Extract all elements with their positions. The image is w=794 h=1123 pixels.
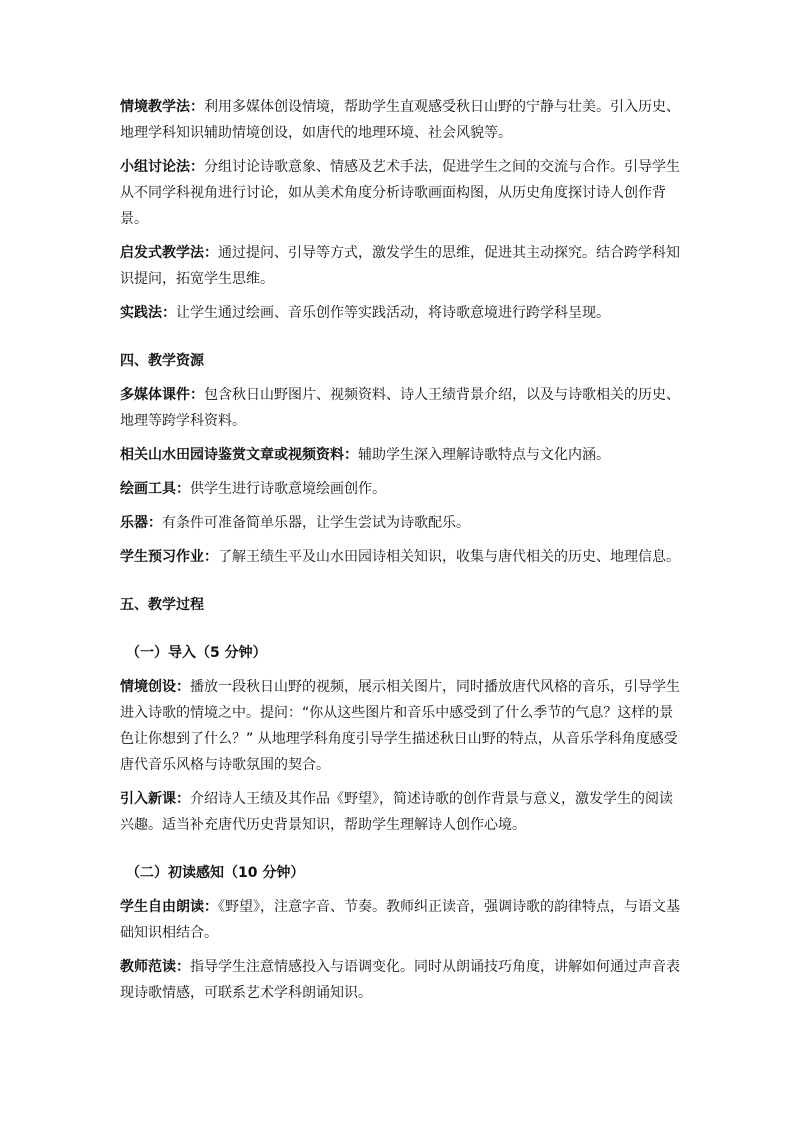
paragraph-text: 辅助学生深入理解诗歌特点与文化内涵。 [358,447,610,463]
paragraph-drawing-tools [120,476,680,502]
paragraph-lead: 学生预习作业： [120,549,218,565]
paragraph-practice-method [120,300,680,326]
document-body [120,94,680,1014]
paragraph-lead: 情境教学法： [120,99,204,115]
paragraph-free-reading [120,894,680,946]
section-heading-resources: 四、教学资源 [120,353,204,369]
paragraph-text: 通过提问、引导等方式，激发学生的思维，促进其主动探究。结合跨学科知识提问，拓宽学生思维。 [120,245,680,287]
paragraph-scenario-creation [120,674,680,778]
paragraph-lead: 相关山水田园诗鉴赏文章或视频资料： [120,447,358,463]
paragraph-text: 《野望》，注意字音、节奏。教师纠正读音，强调诗歌的韵律特点，与语文基础知识相结合。 [120,899,680,941]
paragraph-text: 分组讨论诗歌意象、情感及艺术手法，促进学生之间的交流与合作。引导学生从不同学科视角进行讨论，如从美术角度分析诗歌画面构图，从历史角度探讨诗人创作背景。 [120,159,680,227]
paragraph-group-discussion [120,154,680,232]
paragraph-instruments [120,510,680,536]
paragraph-lead: 绘画工具： [120,481,190,497]
paragraph-lead: 引入新课： [120,791,190,807]
paragraph-multimedia-courseware [120,382,680,434]
paragraph-lead: 小组讨论法： [120,159,204,175]
paragraph-heuristic-teaching [120,240,680,292]
paragraph-lead: 乐器： [120,515,162,531]
paragraph-situational-teaching [120,94,680,146]
paragraph-lead: 学生自由朗读： [120,899,218,915]
paragraph-related-materials [120,442,680,468]
paragraph-text: 了解王绩生平及山水田园诗相关知识，收集与唐代相关的历史、地理信息。 [218,549,680,565]
paragraph-lead: 多媒体课件： [120,387,204,403]
paragraph-preview-homework [120,544,680,570]
paragraph-lead: 教师范读： [120,959,190,975]
paragraph-text: 有条件可准备简单乐器，让学生尝试为诗歌配乐。 [162,515,470,531]
paragraph-text: 介绍诗人王绩及其作品《野望》，简述诗歌的创作背景与意义，激发学生的阅读兴趣。适当补充唐代历史背景知识，帮助学生理解诗人创作心境。 [120,791,673,833]
paragraph-text: 供学生进行诗歌意境绘画创作。 [190,481,386,497]
subsection-heading-intro: （一）导入（5 分钟） [126,645,267,661]
paragraph-text: 利用多媒体创设情境，帮助学生直观感受秋日山野的宁静与壮美。引入历史、地理学科知识辅助情境创设，如唐代的地理环境、社会风貌等。 [120,99,680,141]
paragraph-teacher-reading [120,954,680,1006]
subsection-heading-first-reading: （二）初读感知（10 分钟） [126,865,305,881]
paragraph-text: 让学生通过绘画、音乐创作等实践活动，将诗歌意境进行跨学科呈现。 [176,305,610,321]
paragraph-text: 播放一段秋日山野的视频，展示相关图片，同时播放唐代风格的音乐，引导学生进入诗歌的情境之中。提问：“你从这些图片和音乐中感受到了什么季节的气息？这样的景色让你想到了什么？” 从地理学科角度引导学生描述秋日山野的特点，从音乐学科角度感受唐代音乐风格与诗歌氛围的契合。 [120,679,680,773]
paragraph-text: 指导学生注意情感投入与语调变化。同时从朗诵技巧角度，讲解如何通过声音表现诗歌情感，可联系艺术学科朗诵知识。 [120,959,680,1001]
section-heading-process: 五、教学过程 [120,597,204,613]
paragraph-lead: 情境创设： [120,679,190,695]
paragraph-lead: 启发式教学法： [120,245,218,261]
paragraph-new-lesson [120,786,680,838]
paragraph-text: 包含秋日山野图片、视频资料、诗人王绩背景介绍，以及与诗歌相关的历史、地理等跨学科资料。 [120,387,680,429]
paragraph-lead: 实践法： [120,305,176,321]
